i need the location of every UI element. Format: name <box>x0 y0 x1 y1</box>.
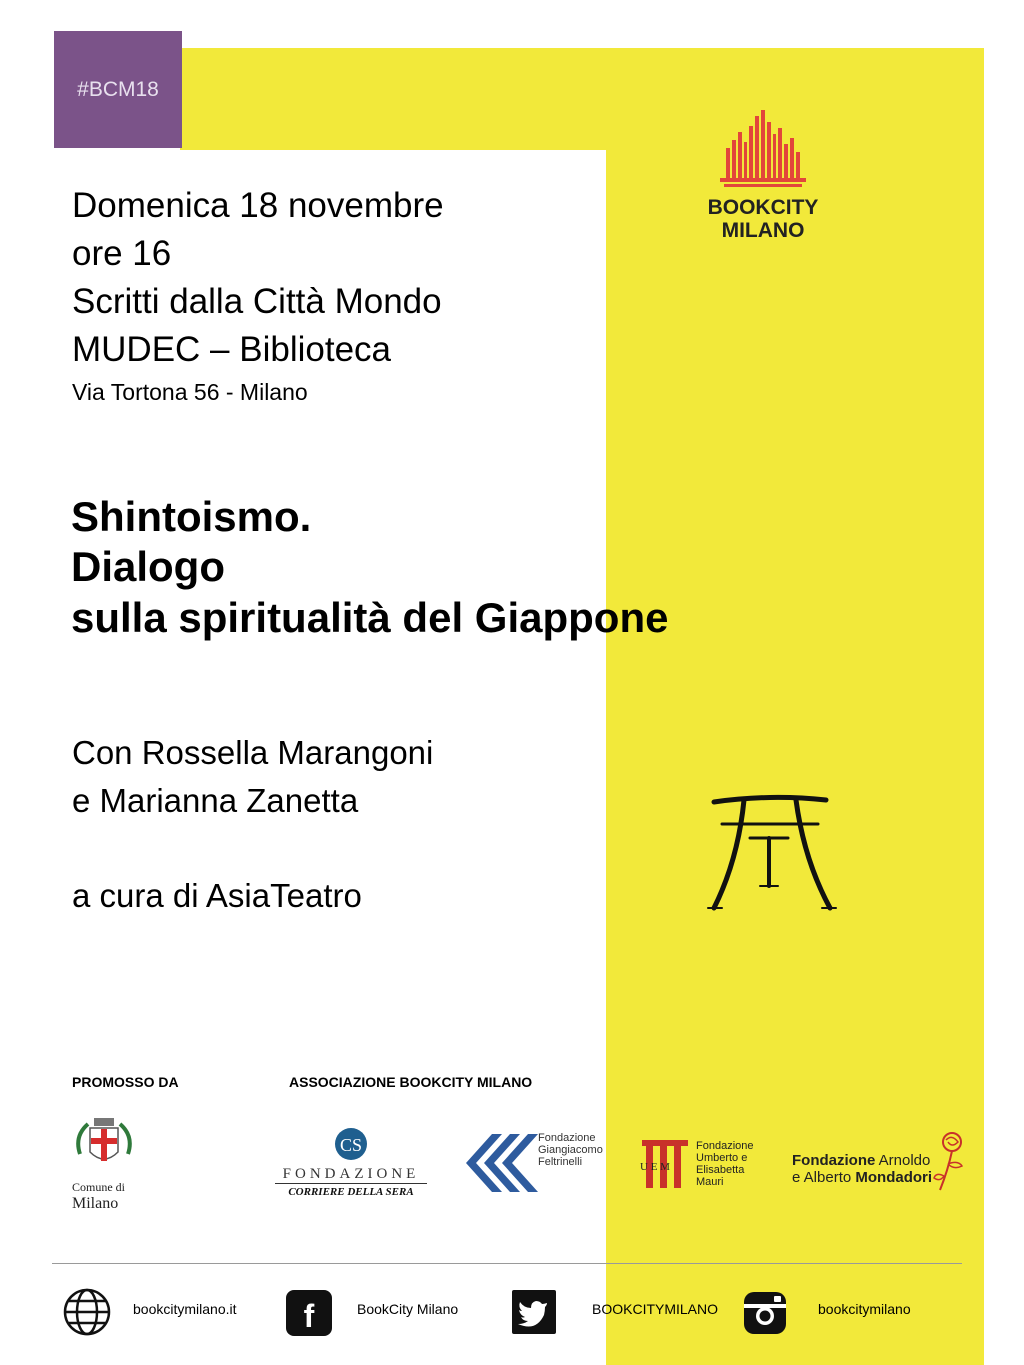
curator: a cura di AsiaTeatro <box>72 877 362 914</box>
event-time: ore 16 <box>72 234 172 273</box>
mondadori-line1a: Fondazione <box>792 1152 876 1169</box>
title-line2: Dialogo <box>71 543 225 590</box>
corriere-cs-icon <box>333 1126 369 1162</box>
facebook-icon[interactable]: f <box>286 1290 332 1336</box>
twitter-icon[interactable] <box>512 1290 556 1334</box>
mondadori-line2b: Mondadori <box>855 1169 933 1186</box>
feltrinelli-line1: Fondazione <box>538 1132 596 1144</box>
twitter-link[interactable]: BOOKCITYMILANO <box>592 1301 719 1317</box>
comune-line2: Milano <box>72 1195 119 1212</box>
speakers-line2: e Marianna Zanetta <box>72 782 359 819</box>
svg-text:CS: CS <box>339 1135 363 1155</box>
feltrinelli-line2: Giangiacomo <box>538 1144 603 1156</box>
event-address: Via Tortona 56 - Milano <box>72 379 308 405</box>
milano-crest-icon <box>68 1116 140 1176</box>
instagram-icon[interactable] <box>742 1290 788 1336</box>
mauri-line1: Fondazione <box>696 1140 754 1152</box>
globe-icon[interactable] <box>62 1287 112 1337</box>
event-venue: MUDEC – Biblioteca <box>72 330 391 369</box>
mauri-line3: Elisabetta <box>696 1164 745 1176</box>
corriere-logo <box>275 1126 427 1202</box>
mauri-line4: Mauri <box>696 1176 724 1188</box>
mondadori-line2a: e Alberto <box>792 1169 856 1186</box>
facebook-link[interactable]: BookCity Milano <box>357 1301 459 1317</box>
rose-icon <box>930 1130 970 1194</box>
mondadori-line1b: Arnoldo <box>875 1152 931 1169</box>
yellow-top-band <box>180 48 610 150</box>
comune-line1: Comune di <box>72 1180 125 1194</box>
feltrinelli-chevrons-icon <box>462 1132 542 1194</box>
hashtag-badge: #BCM18 <box>54 31 182 148</box>
title-line1: Shintoismo. <box>71 493 312 540</box>
bookcity-logo <box>698 108 828 248</box>
speakers-line1: Con Rossella Marangoni <box>72 734 434 771</box>
mauri-logo <box>636 1136 766 1194</box>
comune-milano-logo <box>68 1116 140 1214</box>
feltrinelli-line3: Feltrinelli <box>538 1156 583 1168</box>
bookcity-logo-line1: BOOKCITY <box>707 196 819 219</box>
footer-divider <box>52 1263 962 1264</box>
event-series: Scritti dalla Città Mondo <box>72 282 442 321</box>
mondadori-logo <box>792 1130 972 1196</box>
asiateatro-torii-logo <box>700 790 840 915</box>
event-date: Domenica 18 novembre <box>72 186 444 225</box>
bookcity-books-icon <box>698 108 828 190</box>
mauri-mark: U E M <box>640 1161 670 1173</box>
bookcity-logo-line2: MILANO <box>721 219 805 242</box>
website-link[interactable]: bookcitymilano.it <box>133 1301 237 1317</box>
instagram-link[interactable]: bookcitymilano <box>818 1301 911 1317</box>
feltrinelli-logo <box>462 1132 612 1196</box>
corriere-line2: CORRIERE DELLA SERA <box>275 1183 427 1198</box>
mauri-line2: Umberto e <box>696 1152 748 1164</box>
corriere-line1: FONDAZIONE <box>282 1166 420 1182</box>
association-label: ASSOCIAZIONE BOOKCITY MILANO <box>289 1074 533 1090</box>
title-line3: sulla spiritualità del Giappone <box>71 594 669 641</box>
mauri-uem-icon <box>636 1136 692 1192</box>
promoted-by-label: PROMOSSO DA <box>72 1074 179 1090</box>
